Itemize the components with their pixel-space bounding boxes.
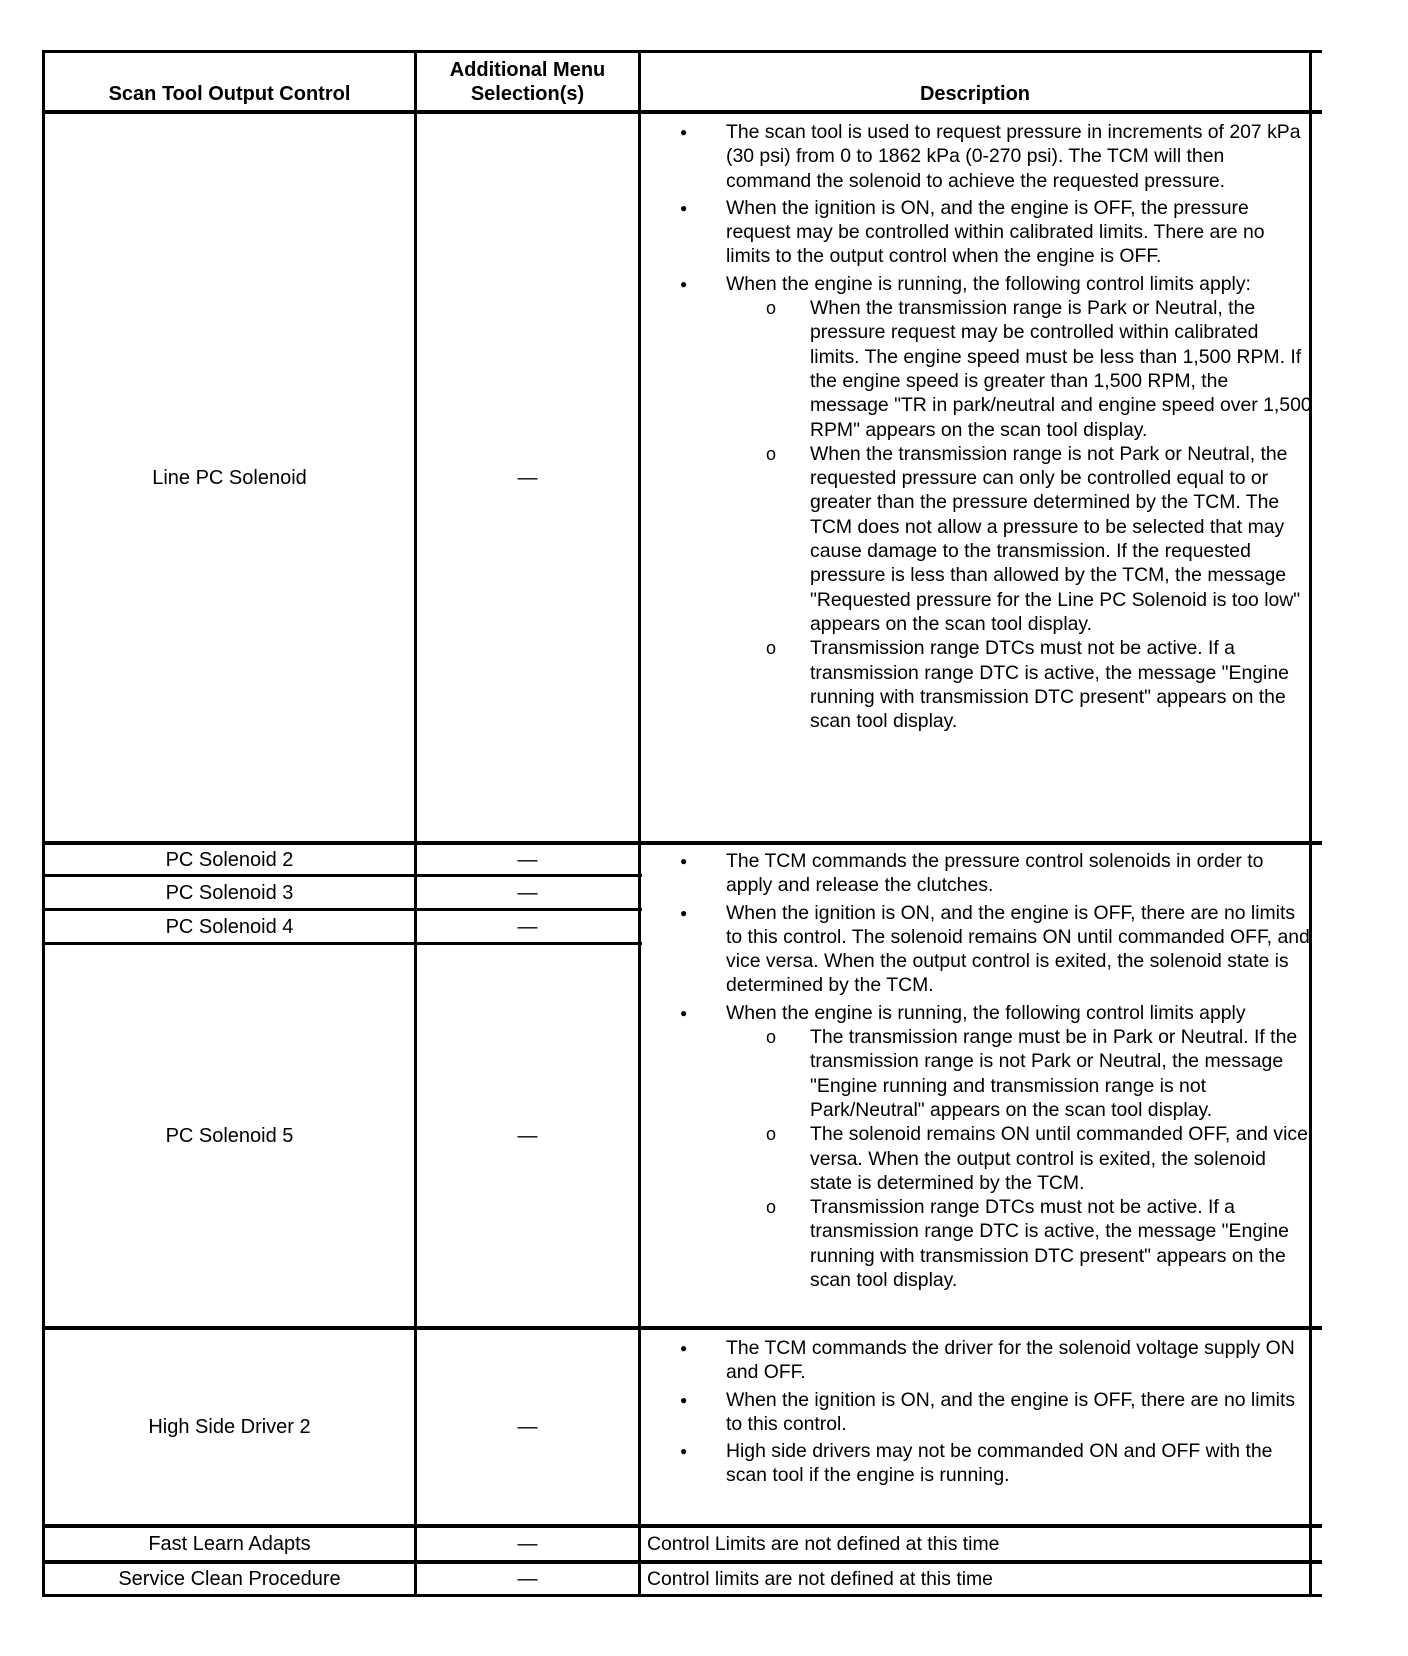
sub-list-item: o The transmission range must be in Park or Neutral. If the transmission range is not Park or Neutral, the message "Engine running and transmission range is not Park/Neutral" appears on the scan tool display. xyxy=(670,1025,1312,1122)
control-service-clean-procedure: Service Clean Procedure xyxy=(118,1568,341,1590)
table-border-top xyxy=(42,50,1322,53)
header-control: Scan Tool Output Control xyxy=(108,83,351,105)
menu-line-pc: — xyxy=(517,466,538,489)
table-border-bottom xyxy=(42,1594,1322,1597)
sub-list-item: o When the transmission range is not Park or Neutral, the requested pressure can only be controlled equal to or greater than the pressure determined by the TCM. The TCM does not allow a pressure to be selected that may cause damage to the transmission. If the requested pressure is less than allowed by the TCM, the message "Requested pressure for the Line PC Solenoid is too low" appears on the scan tool display. xyxy=(670,442,1312,636)
list-item: ● High side drivers may not be commanded ON and OFF with the scan tool if the engine is running. xyxy=(670,1439,1312,1488)
list-item: ● When the ignition is ON, and the engine is OFF, there are no limits to this control. The solenoid remains ON until commanded OFF, and vice versa. When the output control is exited, the solenoid state is determined by the TCM. xyxy=(670,901,1312,998)
control-line-pc: Line PC Solenoid xyxy=(152,466,307,489)
list-item: ● The scan tool is used to request pressure in increments of 207 kPa (30 psi) from 0 to 1862 kPa (0-270 psi). The TCM will then command the solenoid to achieve the requested pressure. xyxy=(670,120,1312,193)
description-high-side-driver-2 xyxy=(670,1336,1312,1488)
header-description: Description xyxy=(919,83,1031,105)
menu-high-side-driver-2: — xyxy=(517,1416,538,1438)
description-service-clean-procedure: Control limits are not defined at this time xyxy=(647,1568,993,1590)
control-high-side-driver-2: High Side Driver 2 xyxy=(148,1416,311,1438)
sub-list-item: o Transmission range DTCs must not be active. If a transmission range DTC is active, the message "Engine running with transmission DTC present" appears on the scan tool display. xyxy=(670,1195,1312,1292)
control-pc-solenoid-4: PC Solenoid 4 xyxy=(165,915,294,938)
sub-list-item: o The solenoid remains ON until commanded OFF, and vice versa. When the output control is exited, the solenoid state is determined by the TCM. xyxy=(670,1122,1312,1195)
menu-fast-learn-adapts: — xyxy=(517,1533,538,1555)
control-pc-solenoid-3: PC Solenoid 3 xyxy=(165,881,294,904)
list-item: ● The TCM commands the driver for the solenoid voltage supply ON and OFF. xyxy=(670,1336,1312,1385)
description-fast-learn-adapts: Control Limits are not defined at this time xyxy=(647,1533,1000,1555)
menu-pc-solenoid-3: — xyxy=(517,881,538,904)
description-line-pc xyxy=(670,120,1312,733)
list-item: ● When the ignition is ON, and the engine is OFF, the pressure request may be controlled within calibrated limits. There are no limits to the output control when the engine is OFF. xyxy=(670,196,1312,269)
menu-pc-solenoid-4: — xyxy=(517,915,538,938)
control-pc-solenoid-5: PC Solenoid 5 xyxy=(165,1124,294,1147)
list-item: ● When the engine is running, the following control limits apply xyxy=(670,1001,1312,1025)
menu-pc-solenoid-2: — xyxy=(517,848,538,871)
description-pc-solenoids xyxy=(670,849,1312,1292)
list-item: ● When the engine is running, the following control limits apply: xyxy=(670,272,1312,296)
sub-list-item: o When the transmission range is Park or Neutral, the pressure request may be controlled within calibrated limits. The engine speed must be less than 1,500 RPM. If the engine speed is greater than 1,500 RPM, the message "TR in park/neutral and engine speed over 1,500 RPM" appears on the scan tool display. xyxy=(670,296,1312,442)
menu-service-clean-procedure: — xyxy=(517,1568,538,1590)
column-rule xyxy=(638,50,641,1597)
control-fast-learn-adapts: Fast Learn Adapts xyxy=(148,1533,311,1555)
sub-list-item: o Transmission range DTCs must not be active. If a transmission range DTC is active, the message "Engine running with transmission DTC present" appears on the scan tool display. xyxy=(670,636,1312,733)
list-item: ● When the ignition is ON, and the engine is OFF, there are no limits to this control. xyxy=(670,1388,1312,1437)
control-pc-solenoid-2: PC Solenoid 2 xyxy=(165,848,294,871)
header-menu: Additional Menu Selection(s) xyxy=(449,59,606,105)
menu-pc-solenoid-5: — xyxy=(517,1124,538,1147)
list-item: ● The TCM commands the pressure control solenoids in order to apply and release the clutches. xyxy=(670,849,1312,898)
